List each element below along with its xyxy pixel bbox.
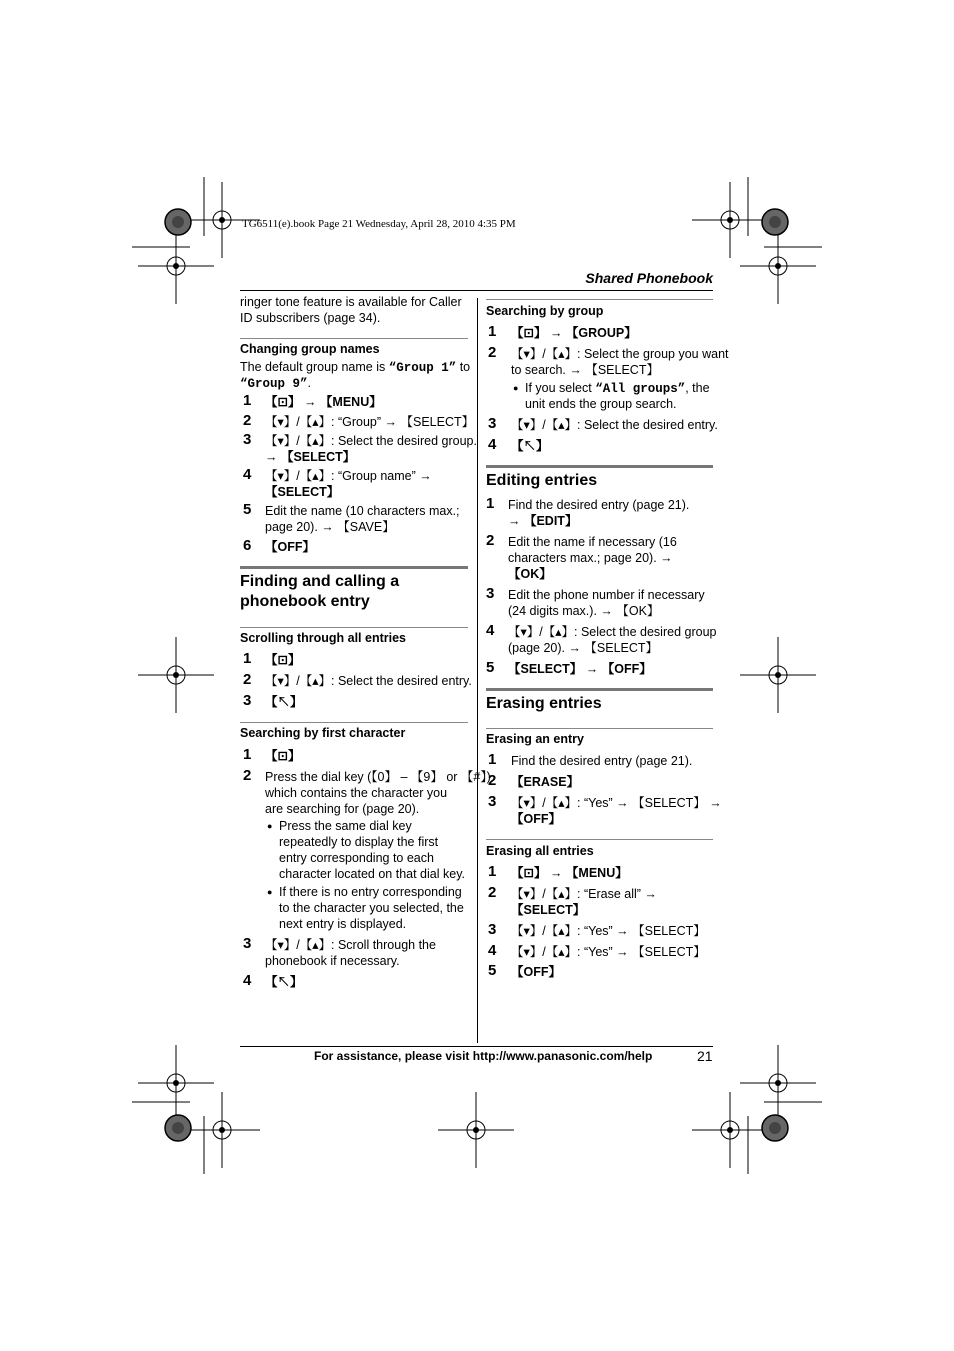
step-text: 【▾】/【▴】: “Yes” → 【SELECT】 (511, 945, 706, 959)
footer-help-text: For assistance, please visit http://www.panasonic.com/help (314, 1049, 653, 1063)
step-text: 【SELECT】 → 【OFF】 (508, 662, 652, 676)
step-number: 4 (486, 622, 495, 639)
step-number: 3 (243, 935, 252, 952)
section-title: Shared Phonebook (585, 270, 713, 286)
step-text: Find the desired entry (page 21). (511, 754, 693, 768)
erasing-all-title: Erasing all entries (486, 844, 594, 858)
step-number: 2 (488, 884, 497, 901)
step-number: 3 (243, 431, 252, 448)
step-number: 1 (488, 751, 497, 768)
step-number: 2 (488, 344, 497, 361)
intro-line-1: ringer tone feature is available for Caller (240, 295, 462, 309)
step-text: 【↖】 (265, 695, 303, 709)
step-text: 【▾】/【▴】: Select the desired entry. (265, 674, 472, 688)
step-number: 1 (243, 392, 252, 409)
step-number: 2 (243, 767, 252, 784)
step-text: 【⊡】 (265, 653, 301, 667)
step-number: 4 (488, 942, 497, 959)
bullet-text: If you select “All groups”, the (525, 381, 710, 396)
intro-line-2: ID subscribers (page 34). (240, 311, 381, 325)
scrolling-title: Scrolling through all entries (240, 631, 406, 645)
step-text: 【▾】/【▴】: Select the desired entry. (511, 418, 718, 432)
step-text: 【OFF】 (511, 965, 561, 979)
page-number: 21 (697, 1048, 713, 1064)
step-number: 5 (243, 501, 252, 518)
step-number: 2 (486, 532, 495, 549)
step-number: 1 (488, 863, 497, 880)
step-text: Press the dial key (【0】 – 【9】 or 【#】) (265, 770, 491, 784)
step-text: (24 digits max.). → 【OK】 (508, 604, 660, 618)
step-number: 3 (243, 692, 252, 709)
step-text: → 【SELECT】 (265, 450, 356, 464)
bullet-text: next entry is displayed. (279, 917, 407, 931)
changing-group-names-title: Changing group names (240, 342, 380, 356)
section-rule (486, 688, 713, 691)
step-number: 3 (488, 415, 497, 432)
step-text: 【OFF】 (511, 812, 561, 826)
step-number: 5 (486, 659, 495, 676)
bullet: ● (267, 821, 273, 831)
group-search-title: Searching by group (486, 304, 604, 318)
bullet: ● (267, 887, 273, 897)
step-text: 【⊡】 → 【MENU】 (511, 866, 628, 880)
editing-heading: Editing entries (486, 472, 598, 489)
step-text: 【▾】/【▴】: Select the group you want (511, 347, 729, 361)
step-text: 【▾】/【▴】: Scroll through the (265, 938, 436, 952)
step-number: 2 (488, 772, 497, 789)
step-text: 【⊡】 (265, 749, 301, 763)
divider (240, 338, 468, 339)
step-text: phonebook if necessary. (265, 954, 400, 968)
step-number: 6 (243, 537, 252, 554)
section-rule (240, 566, 468, 569)
bullet: ● (513, 383, 519, 393)
step-text: page 20). → 【SAVE】 (265, 520, 395, 534)
step-text: 【▾】/【▴】: “Yes” → 【SELECT】 (511, 924, 706, 938)
step-text: (page 20). → 【SELECT】 (508, 641, 659, 655)
step-text: → 【EDIT】 (508, 514, 578, 528)
step-text: 【▾】/【▴】: “Group name” → (265, 469, 432, 483)
step-text: 【⊡】 → 【GROUP】 (511, 326, 637, 340)
step-text: 【▾】/【▴】: Select the desired group. (265, 434, 477, 448)
step-number: 4 (243, 972, 252, 989)
step-text: 【OK】 (508, 567, 552, 581)
step-text: 【↖】 (265, 975, 303, 989)
changing-desc-1: The default group name is “Group 1” to (240, 360, 471, 375)
step-text: 【OFF】 (265, 540, 315, 554)
bullet-text: If there is no entry corresponding (279, 885, 462, 899)
step-text: 【↖】 (511, 439, 549, 453)
footer-rule (240, 1046, 713, 1047)
step-text: Find the desired entry (page 21). (508, 498, 690, 512)
bullet-text: Press the same dial key (279, 819, 412, 833)
header-rule (240, 290, 713, 291)
step-number: 3 (488, 793, 497, 810)
bullet-text: entry corresponding to each (279, 851, 434, 865)
bullet-text: to the character you selected, the (279, 901, 464, 915)
step-text: 【⊡】 → 【MENU】 (265, 395, 382, 409)
finding-heading-1: Finding and calling a (240, 573, 400, 590)
step-number: 3 (486, 585, 495, 602)
step-number: 2 (243, 671, 252, 688)
step-number: 1 (486, 495, 495, 512)
step-text: characters max.; page 20). → (508, 551, 673, 565)
erasing-one-title: Erasing an entry (486, 732, 584, 746)
step-number: 4 (243, 466, 252, 483)
step-text: 【▾】/【▴】: “Group” → 【SELECT】 (265, 415, 475, 429)
step-text: are searching for (page 20). (265, 802, 420, 816)
divider (486, 299, 713, 300)
step-number: 1 (488, 323, 497, 340)
step-number: 2 (243, 412, 252, 429)
step-text: 【▾】/【▴】: Select the desired group (508, 625, 717, 639)
step-text: which contains the character you (265, 786, 448, 800)
step-number: 3 (488, 921, 497, 938)
bullet-text: repeatedly to display the first (279, 835, 439, 849)
column-divider (477, 298, 478, 1043)
step-number: 5 (488, 962, 497, 979)
divider (240, 722, 468, 723)
step-text: 【▾】/【▴】: “Yes” → 【SELECT】 → (511, 796, 722, 810)
step-text: to search. → 【SELECT】 (511, 363, 659, 377)
step-number: 1 (243, 650, 252, 667)
step-number: 4 (488, 436, 497, 453)
step-number: 1 (243, 746, 252, 763)
section-rule (486, 465, 713, 468)
divider (240, 627, 468, 628)
step-text: 【SELECT】 (511, 903, 586, 917)
erasing-heading: Erasing entries (486, 695, 602, 712)
step-text: Edit the name if necessary (16 (508, 535, 677, 549)
step-text: 【ERASE】 (511, 775, 580, 789)
first-char-title: Searching by first character (240, 726, 406, 740)
bullet-text: unit ends the group search. (525, 397, 677, 411)
changing-desc-2: “Group 9”. (240, 376, 311, 391)
book-info: TG6511(e).book Page 21 Wednesday, April 28, 2010 4:35 PM (242, 218, 516, 230)
finding-heading-2: phonebook entry (240, 593, 370, 610)
step-text: 【▾】/【▴】: “Erase all” → (511, 887, 657, 901)
step-text: Edit the name (10 characters max.; (265, 504, 460, 518)
divider (486, 839, 713, 840)
divider (486, 728, 713, 729)
bullet-text: character located on that dial key. (279, 867, 465, 881)
step-text: Edit the phone number if necessary (508, 588, 705, 602)
step-text: 【SELECT】 (265, 485, 340, 499)
